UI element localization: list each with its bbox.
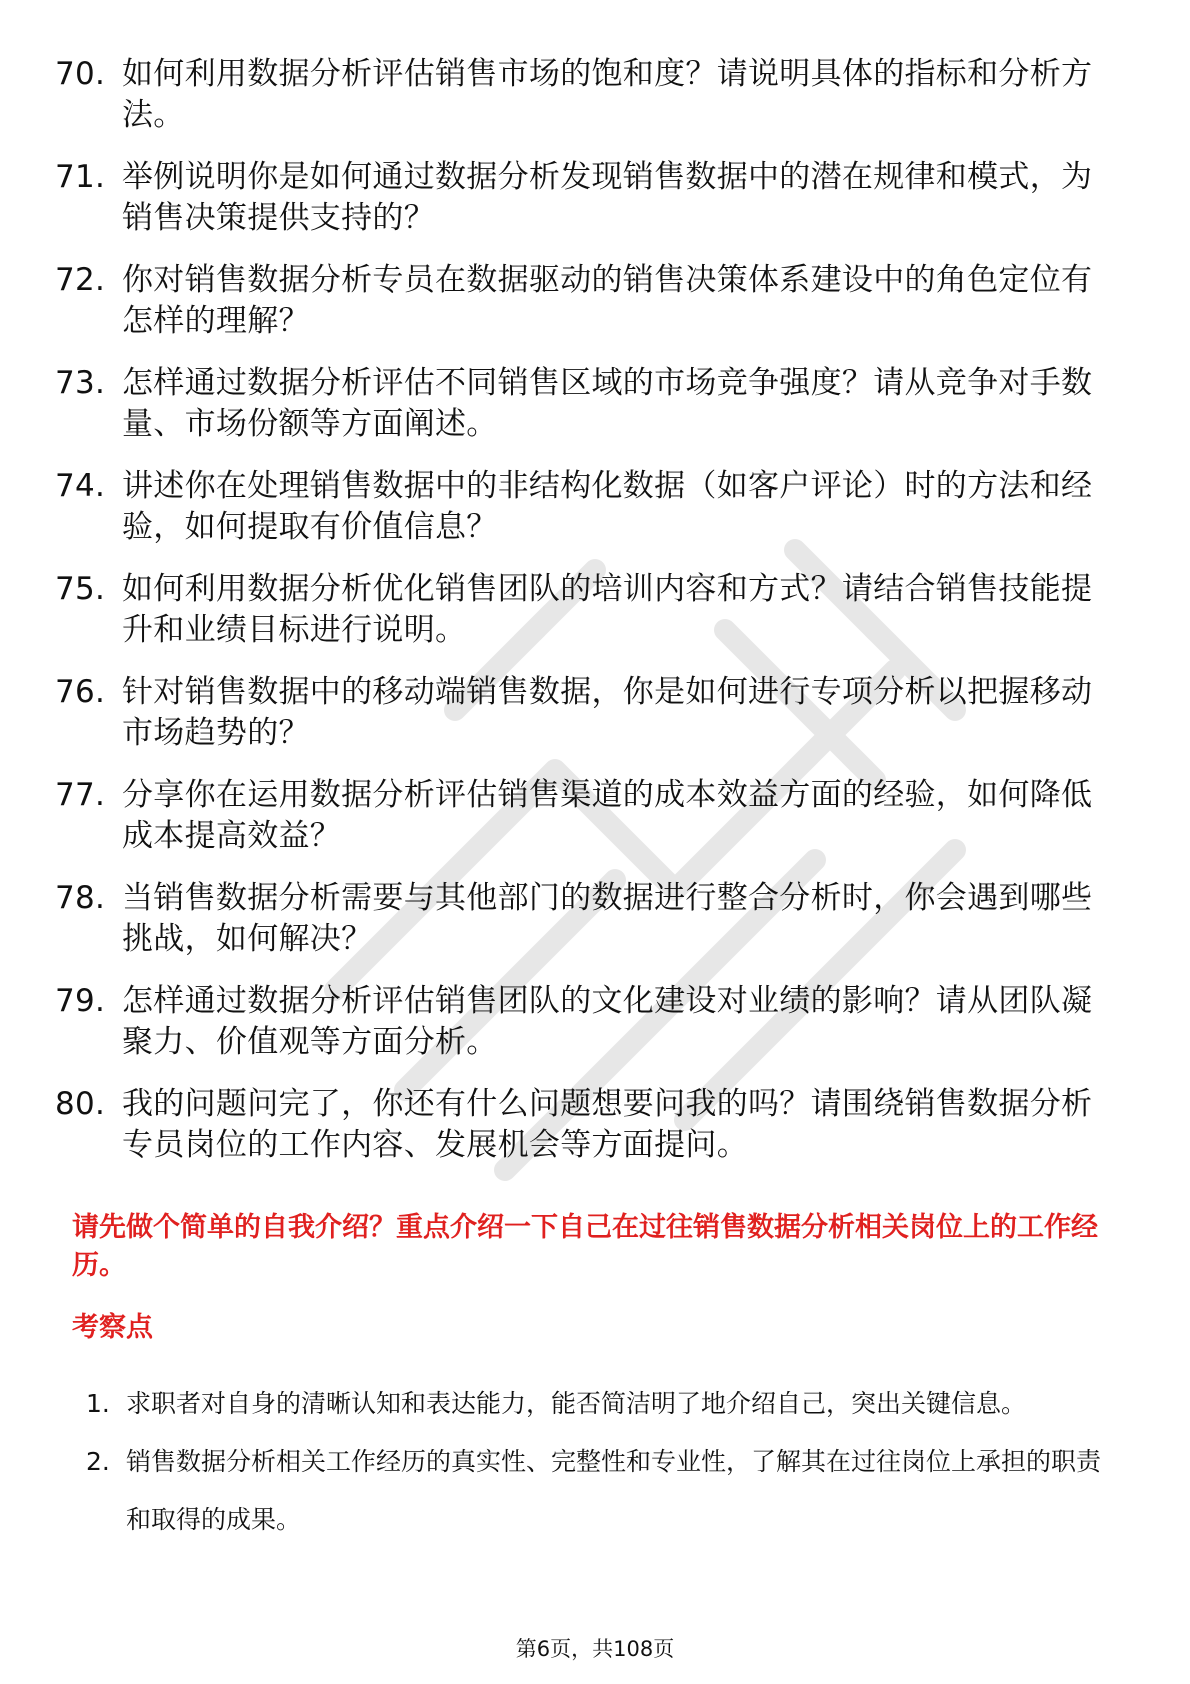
question-item bbox=[55, 672, 1115, 754]
question-number: 71. bbox=[55, 159, 106, 195]
point-number: 1. bbox=[86, 1389, 110, 1418]
question-item bbox=[55, 775, 1115, 857]
question-number: 70. bbox=[55, 56, 106, 92]
question-number: 76. bbox=[55, 674, 106, 710]
intro-question-heading: 请先做个简单的自我介绍？重点介绍一下自己在过往销售数据分析相关岗位上的工作经历。 bbox=[72, 1212, 1098, 1281]
question-text: 我的问题问完了，你还有什么问题想要问我的吗？请围绕销售数据分析专员岗位的工作内容、发展机会等方面提问。 bbox=[122, 1086, 1093, 1163]
question-number: 75. bbox=[55, 571, 106, 607]
question-number: 79. bbox=[55, 983, 106, 1019]
question-number: 77. bbox=[55, 777, 106, 813]
question-number: 78. bbox=[55, 880, 106, 916]
assessment-point-item bbox=[86, 1433, 1116, 1549]
question-number: 72. bbox=[55, 262, 106, 298]
question-item bbox=[55, 54, 1115, 136]
question-item bbox=[55, 466, 1115, 548]
assessment-point-item bbox=[86, 1375, 1116, 1433]
page-footer: 第6页，共108页 bbox=[515, 1637, 675, 1661]
question-text: 讲述你在处理销售数据中的非结构化数据（如客户评论）时的方法和经验，如何提取有价值信息？ bbox=[122, 468, 1093, 545]
question-text: 针对销售数据中的移动端销售数据，你是如何进行专项分析以把握移动市场趋势的？ bbox=[122, 674, 1093, 751]
assessment-points-heading: 考察点 bbox=[72, 1312, 153, 1343]
question-item bbox=[55, 569, 1115, 651]
question-item bbox=[55, 981, 1115, 1063]
question-list bbox=[55, 54, 1115, 1187]
question-text: 分享你在运用数据分析评估销售渠道的成本效益方面的经验，如何降低成本提高效益？ bbox=[122, 777, 1093, 854]
question-item bbox=[55, 878, 1115, 960]
point-text: 求职者对自身的清晰认知和表达能力，能否简洁明了地介绍自己，突出关键信息。 bbox=[126, 1389, 1027, 1418]
question-text: 如何利用数据分析评估销售市场的饱和度？请说明具体的指标和分析方法。 bbox=[122, 56, 1093, 133]
question-text: 你对销售数据分析专员在数据驱动的销售决策体系建设中的角色定位有怎样的理解？ bbox=[122, 262, 1093, 339]
question-number: 74. bbox=[55, 468, 106, 504]
question-text: 如何利用数据分析优化销售团队的培训内容和方式？请结合销售技能提升和业绩目标进行说明。 bbox=[122, 571, 1093, 648]
point-text: 销售数据分析相关工作经历的真实性、完整性和专业性，了解其在过往岗位上承担的职责和取得的成果。 bbox=[126, 1447, 1102, 1534]
question-text: 怎样通过数据分析评估不同销售区域的市场竞争强度？请从竞争对手数量、市场份额等方面阐述。 bbox=[122, 365, 1093, 442]
question-item bbox=[55, 260, 1115, 342]
assessment-points-list bbox=[86, 1375, 1116, 1549]
question-text: 当销售数据分析需要与其他部门的数据进行整合分析时，你会遇到哪些挑战，如何解决？ bbox=[122, 880, 1093, 957]
question-text: 怎样通过数据分析评估销售团队的文化建设对业绩的影响？请从团队凝聚力、价值观等方面分析。 bbox=[122, 983, 1093, 1060]
question-text: 举例说明你是如何通过数据分析发现销售数据中的潜在规律和模式，为销售决策提供支持的？ bbox=[122, 159, 1093, 236]
question-number: 73. bbox=[55, 365, 106, 401]
point-number: 2. bbox=[86, 1447, 110, 1476]
question-number: 80. bbox=[55, 1086, 106, 1122]
question-item bbox=[55, 363, 1115, 445]
question-item bbox=[55, 157, 1115, 239]
question-item bbox=[55, 1084, 1115, 1166]
